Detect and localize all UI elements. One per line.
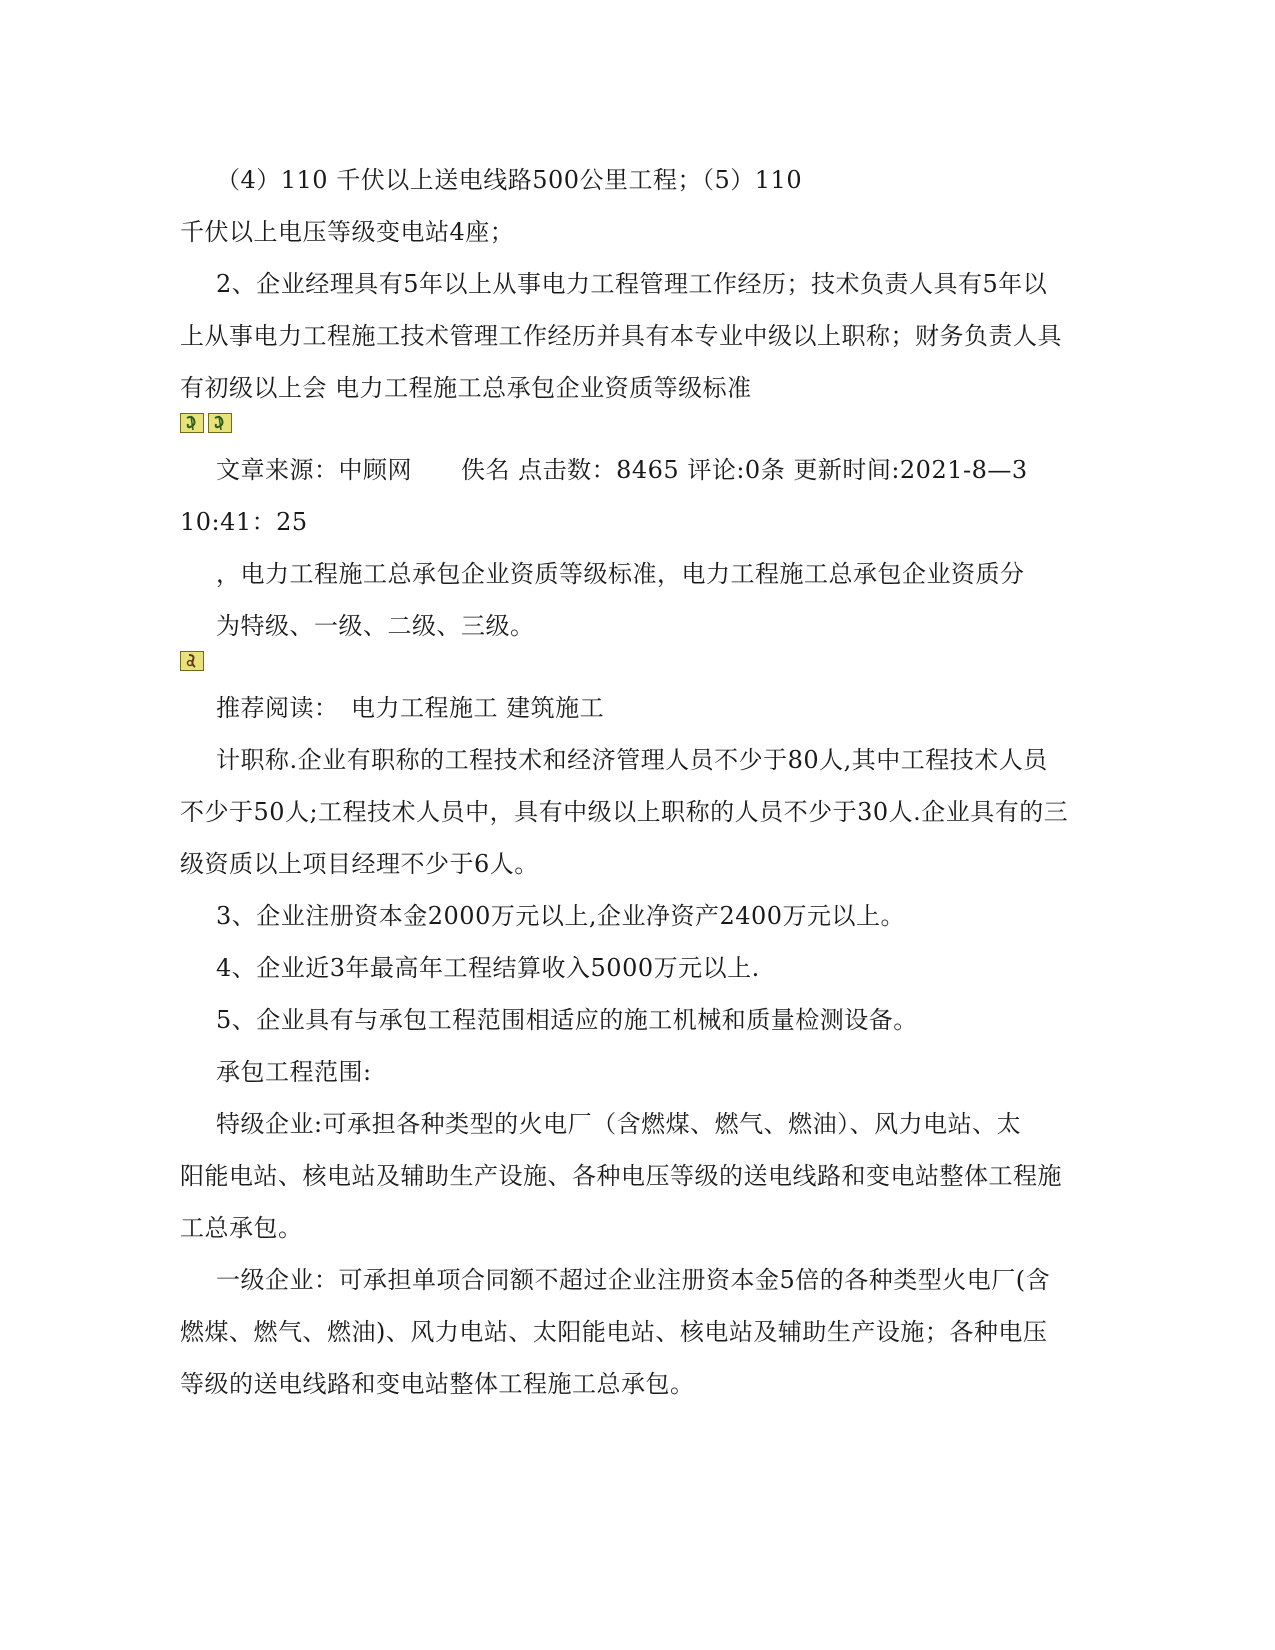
paragraph-line: 3、企业注册资本金2000万元以上,企业净资产2400万元以上。 [216,902,906,930]
paragraph-line: 工总承包。 [180,1214,303,1242]
paragraph-line: （4）110 千伏以上送电线路500公里工程；（5）110 [216,166,803,194]
article-meta: 文章来源：中顾网 佚名 点击数：8465 评论:0条 更新时间:2021-8—3 [216,456,1028,484]
paragraph-line: 4、企业近3年最高年工程结算收入5000万元以上. [216,954,760,982]
image-placeholder-icon [180,651,204,671]
image-placeholder-icon [208,413,232,433]
paragraph-line: 不少于50人;工程技术人员中，具有中级以上职称的人员不少于30人.企业具有的三 [180,798,1069,826]
paragraph-line: 一级企业：可承担单项合同额不超过企业注册资本金5倍的各种类型火电厂(含 [216,1266,1051,1294]
paragraph-line: 计职称.企业有职称的工程技术和经济管理人员不少于80人,其中工程技术人员 [216,746,1048,774]
paragraph-line: 特级企业:可承担各种类型的火电厂（含燃煤、燃气、燃油）、风力电站、太 [216,1110,1022,1138]
paragraph-line: 有初级以上会 电力工程施工总承包企业资质等级标准 [180,374,752,402]
image-placeholder-icon [180,413,204,433]
recommended-reading: 推荐阅读： 电力工程施工 建筑施工 [216,694,605,722]
section-heading: 承包工程范围: [216,1058,372,1086]
paragraph-line: 级资质以上项目经理不少于6人。 [180,850,539,878]
paragraph-line: ，电力工程施工总承包企业资质等级标准，电力工程施工总承包企业资质分 [216,560,1025,588]
paragraph-line: 上从事电力工程施工技术管理工作经历并具有本专业中级以上职称；财务负责人具 [180,322,1062,350]
paragraph-line: 等级的送电线路和变电站整体工程施工总承包。 [180,1370,695,1398]
paragraph-line: 为特级、一级、二级、三级。 [216,612,535,640]
paragraph-line: 阳能电站、核电站及辅助生产设施、各种电压等级的送电线路和变电站整体工程施 [180,1162,1062,1190]
paragraph-line: 燃煤、燃气、燃油)、风力电站、太阳能电站、核电站及辅助生产设施；各种电压 [180,1318,1048,1346]
paragraph-line: 2、企业经理具有5年以上从事电力工程管理工作经历；技术负责人具有5年以 [216,270,1048,298]
paragraph-line: 千伏以上电压等级变电站4座； [180,218,515,246]
article-meta-time: 10:41：25 [180,508,308,536]
paragraph-line: 5、企业具有与承包工程范围相适应的施工机械和质量检测设备。 [216,1006,918,1034]
